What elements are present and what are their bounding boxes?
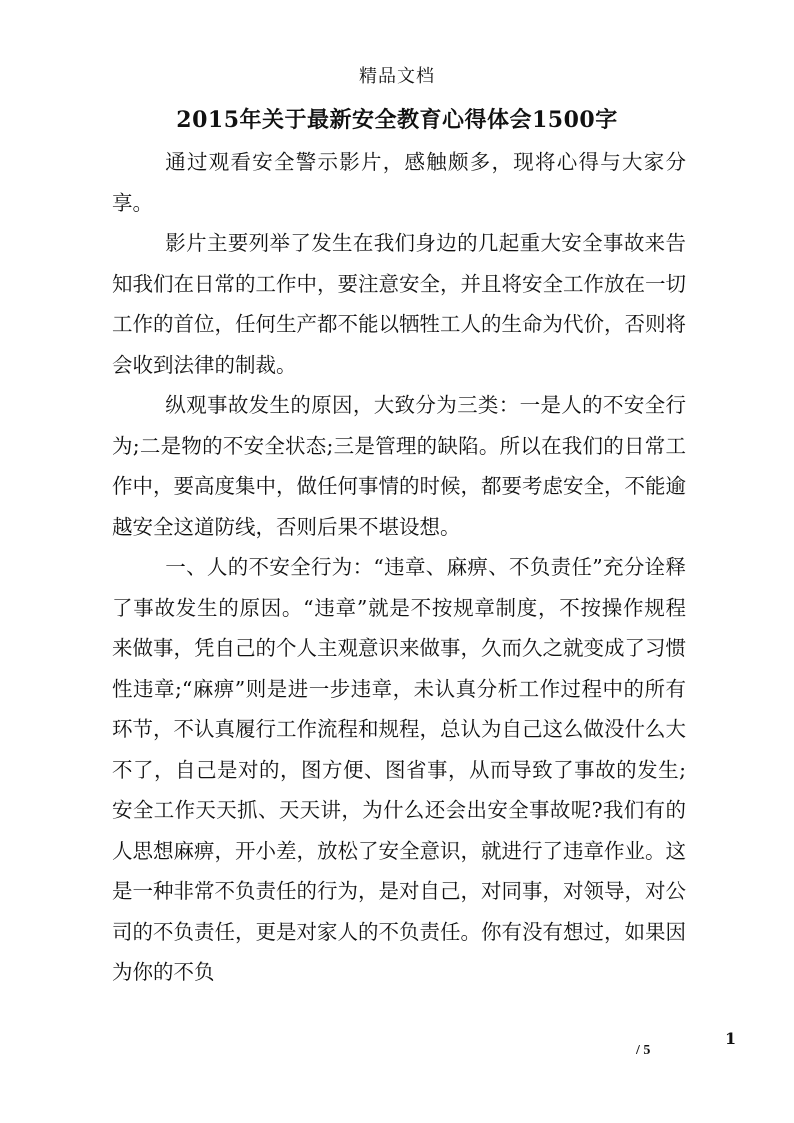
- page-number: 1: [725, 1029, 737, 1048]
- page-total: / 5: [636, 1043, 651, 1058]
- paragraph-4: 一、人的不安全行为：“违章、麻痹、不负责任”充分诠释了事故发生的原因。“违章”就是不按规章制度，不按操作规程来做事，凭自己的个人主观意识来做事，久而久之就变成了习惯性违章;“麻痹”则是进一步违章，未认真分析工作过程中的所有环节，不认真履行工作流程和规程，总认为自己这么做没什么大不了，自己是对的，图方便、图省事，从而导致了事故的发生;安全工作天天抓、天天讲，为什么还会出安全事故呢?我们有的人思想麻痹，开小差，放松了安全意识，就进行了违章作业。这是一种非常不负责任的行为，是对自己，对同事，对领导，对公司的不负责任，更是对家人的不负责任。你有没有想过，如果因为你的不负: [112, 555, 686, 984]
- document-body: [112, 142, 686, 993]
- document-title: 2015年关于最新安全教育心得体会1500字: [176, 107, 618, 133]
- page-header: 精品文档: [359, 66, 435, 87]
- paragraph-3: 纵观事故发生的原因，大致分为三类：一是人的不安全行为;二是物的不安全状态;三是管理的缺陷。所以在我们的日常工作中，要高度集中，做任何事情的时候，都要考虑安全，不能逾越安全这道防线，否则后果不堪设想。: [112, 393, 686, 539]
- paragraph-1: 通过观看安全警示影片，感触颇多，现将心得与大家分享。: [112, 150, 686, 215]
- paragraph-2: 影片主要列举了发生在我们身边的几起重大安全事故来告知我们在日常的工作中，要注意安全，并且将安全工作放在一切工作的首位，任何生产都不能以牺牲工人的生命为代价，否则将会收到法律的制裁。: [112, 231, 686, 377]
